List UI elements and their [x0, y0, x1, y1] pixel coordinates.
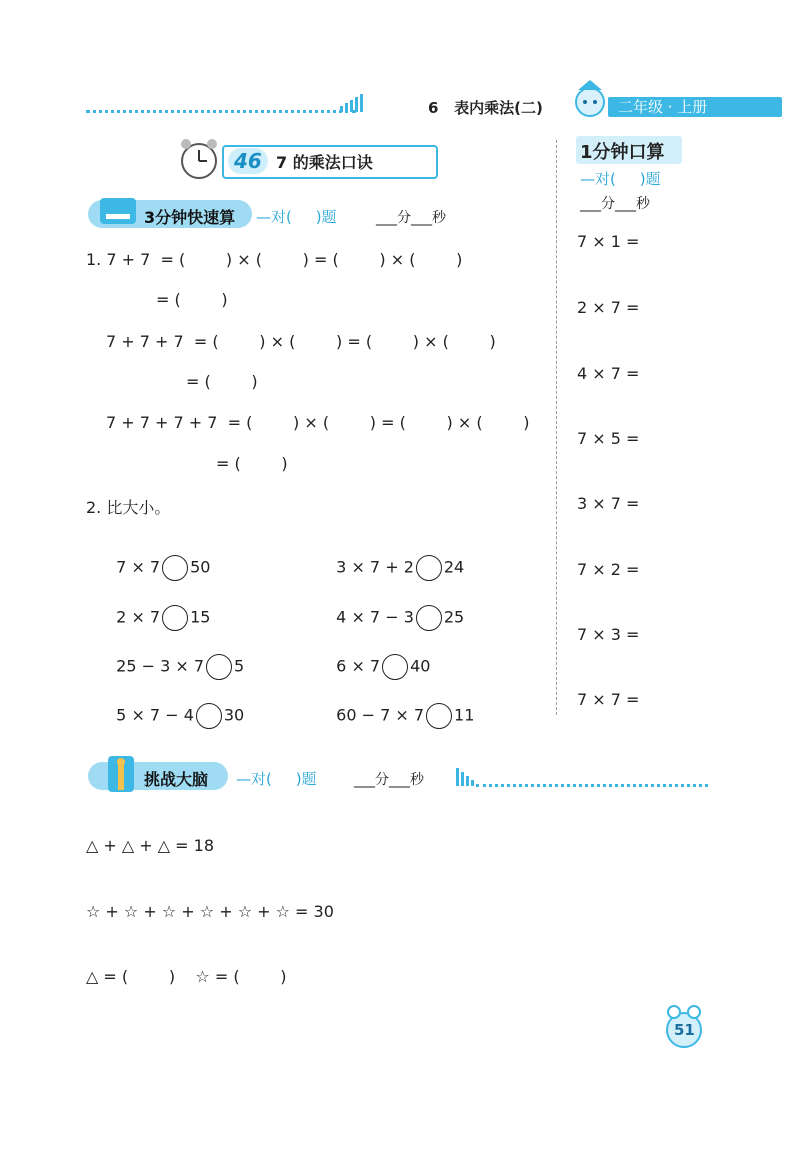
compare-circle[interactable]: [426, 703, 452, 729]
compare-right-value: 15: [190, 607, 211, 627]
speed-section-title: 3分钟快速算: [144, 208, 236, 227]
challenge-section-title: 挑战大脑: [144, 770, 209, 789]
q1-line3: 7 + 7 + 7 = ( ) × ( ) = ( ) × ( ): [106, 332, 496, 351]
speed-score: —对( )题: [256, 208, 337, 226]
header-dotted-line: [86, 110, 356, 113]
lesson-title: 7 的乘法口诀: [276, 153, 373, 172]
compare-item: [106, 635, 244, 680]
page-number: 51: [674, 1021, 695, 1039]
compare-right-value: 50: [190, 557, 211, 577]
grade-badge: 二年级 · 上册: [608, 97, 782, 117]
compare-item: [326, 586, 464, 631]
q1-line6: = ( ): [216, 454, 288, 473]
oral-item: 3 × 7 =: [577, 494, 640, 513]
challenge-bars-icon: [456, 768, 476, 790]
oral-item: 7 × 5 =: [577, 429, 640, 448]
compare-circle[interactable]: [162, 605, 188, 631]
challenge-line2: ☆ + ☆ + ☆ + ☆ + ☆ + ☆ = 30: [86, 902, 334, 921]
oral-item: 2 × 7 =: [577, 298, 640, 317]
giraffe-icon: [104, 752, 138, 798]
compare-right-value: 30: [223, 705, 245, 725]
compare-right-value: 11: [454, 705, 475, 725]
compare-right-value: 25: [443, 607, 465, 627]
q1-line2: = ( ): [156, 290, 228, 309]
compare-circle[interactable]: [206, 654, 232, 680]
alarm-clock-icon: [176, 136, 222, 186]
challenge-score: —对( )题: [236, 770, 317, 788]
compare-left-expr: 60 − 7 × 7: [336, 705, 425, 725]
oral-score: —对( )题: [580, 170, 661, 188]
compare-left-expr: 7 × 7: [116, 557, 161, 577]
compare-circle[interactable]: [416, 605, 442, 631]
oral-item: 4 × 7 =: [577, 364, 640, 383]
q1-line5: 7 + 7 + 7 + 7 = ( ) × ( ) = ( ) × ( ): [106, 413, 530, 432]
challenge-dotted-line: [476, 784, 708, 787]
compare-item: [106, 684, 244, 729]
compare-item: [326, 635, 430, 680]
challenge-line1: △ + △ + △ = 18: [86, 836, 215, 855]
compare-item: [106, 586, 210, 631]
compare-left-expr: 3 × 7 + 2: [336, 557, 414, 577]
oral-item: 7 × 1 =: [577, 232, 640, 251]
compare-item: [106, 536, 210, 581]
challenge-line3: △ = ( ) ☆ = ( ): [86, 967, 287, 986]
shoe-icon: [96, 194, 140, 232]
mascot-icon: [568, 78, 612, 122]
oral-item: 7 × 3 =: [577, 625, 640, 644]
compare-left-expr: 6 × 7: [336, 656, 381, 676]
oral-item: 7 × 7 =: [577, 690, 640, 709]
compare-right-value: 5: [234, 656, 245, 676]
oral-title: 1分钟口算: [580, 142, 665, 163]
oral-time: ___分___秒: [580, 196, 650, 212]
compare-item: [326, 684, 474, 729]
q2-label: 2. 比大小。: [86, 498, 171, 517]
compare-circle[interactable]: [162, 555, 188, 581]
compare-circle[interactable]: [382, 654, 408, 680]
header-bars-icon: [340, 94, 364, 116]
compare-left-expr: 25 − 3 × 7: [116, 656, 205, 676]
compare-left-expr: 4 × 7 − 3: [336, 607, 414, 627]
speed-time: ___分___秒: [376, 210, 446, 226]
compare-item: [326, 536, 464, 581]
compare-circle[interactable]: [196, 703, 222, 729]
compare-circle[interactable]: [416, 555, 442, 581]
challenge-time: ___分___秒: [354, 772, 424, 788]
compare-left-expr: 2 × 7: [116, 607, 161, 627]
chapter-title: 6 表内乘法(二): [428, 99, 543, 117]
compare-left-expr: 5 × 7 − 4: [116, 705, 194, 725]
compare-right-value: 24: [443, 557, 465, 577]
lesson-number: 46: [228, 148, 268, 174]
compare-right-value: 40: [410, 656, 431, 676]
q1-line4: = ( ): [186, 372, 258, 391]
q1-line1: 1. 7 + 7 = ( ) × ( ) = ( ) × ( ): [86, 250, 463, 269]
oral-item: 7 × 2 =: [577, 560, 640, 579]
column-divider: [556, 140, 557, 715]
